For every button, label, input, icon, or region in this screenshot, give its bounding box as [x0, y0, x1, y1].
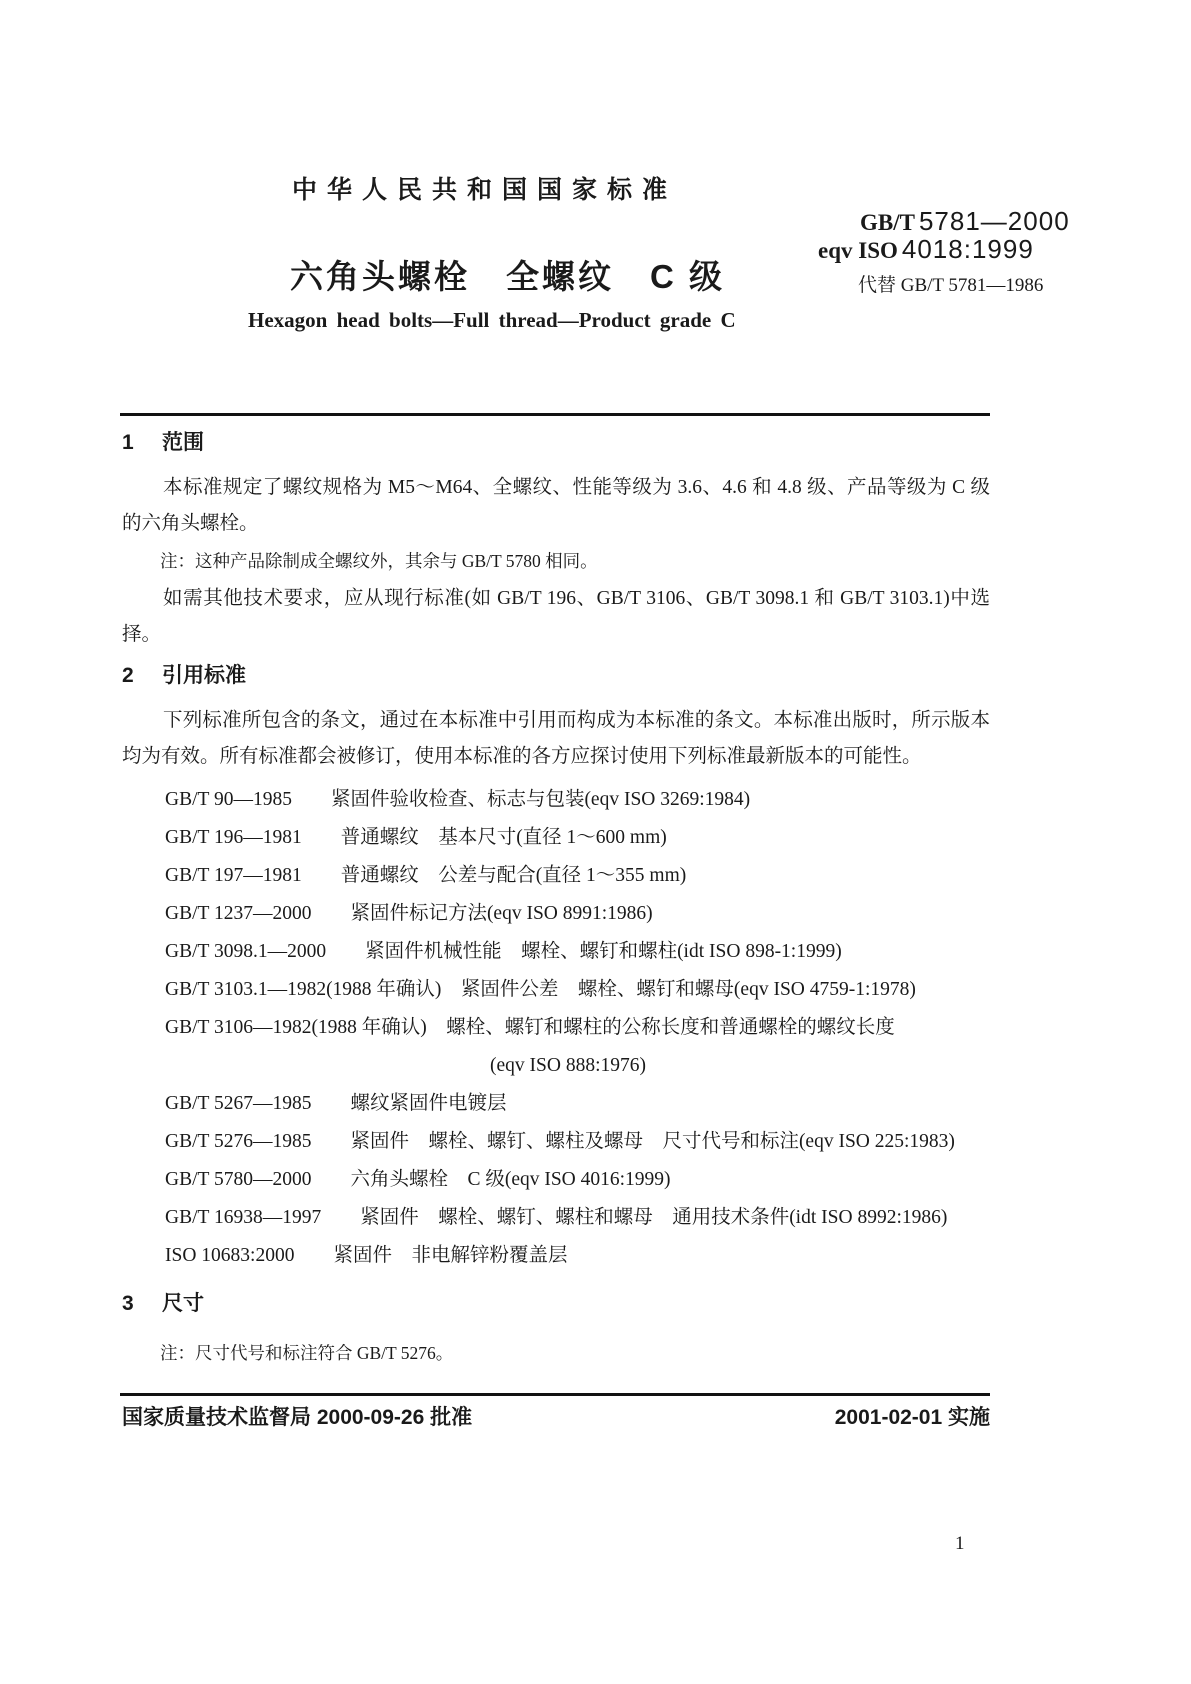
standard-title-cn: 六角头螺栓 全螺纹 C 级	[290, 258, 725, 295]
section-2-intro: 下列标准所包含的条文，通过在本标准中引用而构成为本标准的条文。本标准出版时，所示版本均为有效。所有标准都会被修订，使用本标准的各方应探讨使用下列标准最新版本的可能性。	[122, 710, 990, 767]
reference-item: GB/T 16938—1997 紧固件 螺栓、螺钉、螺柱和螺母 通用技术条件(idt ISO 8992:1986)	[165, 1207, 948, 1228]
approval-note: 国家质量技术监督局 2000-09-26 批准	[122, 1406, 473, 1429]
reference-item: GB/T 196—1981 普通螺纹 基本尺寸(直径 1～600 mm)	[165, 827, 667, 848]
reference-list	[122, 781, 990, 1275]
section-3-number: 3	[122, 1292, 134, 1315]
section-1-title: 范围	[162, 431, 204, 454]
iso-equivalence	[818, 236, 1058, 262]
document-body	[122, 430, 990, 1373]
section-1-note: 注：这种产品除制成全螺纹外，其余与 GB/T 5780 相同。	[160, 551, 598, 571]
iso-equivalence-number: 4018:1999	[901, 234, 1034, 264]
reference-item: GB/T 1237—2000 紧固件标记方法(eqv ISO 8991:1986)	[165, 903, 653, 924]
standard-code-block	[818, 206, 1070, 296]
implementation-note: 2001-02-01 实施	[834, 1406, 990, 1429]
standard-number	[860, 206, 1070, 236]
footer	[122, 1401, 990, 1431]
section-1-paragraph-other-requirements: 如需其他技术要求，应从现行标准(如 GB/T 196、GB/T 3106、GB/T 3098.1 和 GB/T 3103.1)中选择。	[122, 588, 990, 645]
reference-item: GB/T 5276—1985 紧固件 螺栓、螺钉、螺柱及螺母 尺寸代号和标注(eqv ISO 225:1983)	[165, 1131, 955, 1152]
reference-item: GB/T 3106—1982(1988 年确认) 螺栓、螺钉和螺柱的公称长度和普通螺栓的螺纹长度	[165, 1017, 895, 1038]
header-divider	[120, 413, 990, 416]
section-1-paragraph-scope: 本标准规定了螺纹规格为 M5～M64、全螺纹、性能等级为 3.6、4.6 和 4.8 级、产品等级为 C 级的六角头螺栓。	[122, 477, 990, 534]
section-3-title: 尺寸	[162, 1292, 204, 1315]
replaces-note: 代替 GB/T 5781—1986	[858, 275, 1044, 296]
footer-divider	[120, 1393, 990, 1396]
reference-item: GB/T 90—1985 紧固件验收检查、标志与包装(eqv ISO 3269:1984)	[165, 789, 751, 810]
standard-code-number: 5781—2000	[918, 206, 1070, 236]
reference-item: ISO 10683:2000 紧固件 非电解锌粉覆盖层	[165, 1245, 568, 1266]
section-3-note: 注：尺寸代号和标注符合 GB/T 5276。	[160, 1343, 454, 1363]
standard-title-en: Hexagon head bolts—Full thread—Product grade C	[248, 308, 736, 332]
page-number: 1	[955, 1533, 965, 1554]
reference-item: GB/T 5267—1985 螺纹紧固件电镀层	[165, 1093, 507, 1114]
reference-item: GB/T 3098.1—2000 紧固件机械性能 螺栓、螺钉和螺柱(idt ISO 898-1:1999)	[165, 941, 842, 962]
reference-item-continuation: (eqv ISO 888:1976)	[490, 1055, 646, 1076]
section-1-number: 1	[122, 431, 134, 454]
reference-item: GB/T 5780—2000 六角头螺栓 C 级(eqv ISO 4016:1999)	[165, 1169, 671, 1190]
section-2-number: 2	[122, 664, 134, 687]
reference-item: GB/T 197—1981 普通螺纹 公差与配合(直径 1～355 mm)	[165, 865, 687, 886]
iso-equivalence-prefix: eqv ISO	[818, 238, 898, 263]
section-2-title: 引用标准	[162, 664, 246, 687]
section-3-heading	[122, 1291, 990, 1317]
section-2-heading	[122, 663, 990, 689]
standard-code-prefix: GB/T	[860, 210, 915, 235]
reference-item: GB/T 3103.1—1982(1988 年确认) 紧固件公差 螺栓、螺钉和螺母(eqv ISO 4759-1:1978)	[165, 979, 916, 1000]
section-1-heading	[122, 430, 990, 456]
national-standard-label: 中华人民共和国国家标准	[292, 176, 678, 204]
